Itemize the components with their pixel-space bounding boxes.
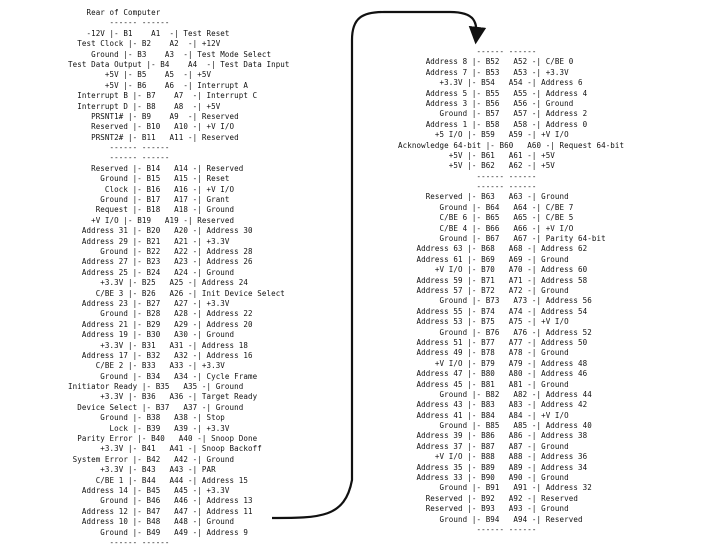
left-pinout-line: Ground |- B49 A49 -| Address 9 [68, 527, 248, 537]
right-pinout-line: +5 I/O |- B59 A59 -| +V I/O [398, 130, 569, 140]
left-pinout-line: Device Select |- B37 A37 -| Ground [68, 402, 244, 412]
left-pinout-line: System Error |- B42 A42 -| Ground [68, 454, 235, 464]
right-pinout-line: Ground |- B82 A82 -| Address 44 [398, 389, 592, 399]
right-pinout-line: Address 8 |- B52 A52 -| C/BE 0 [398, 57, 574, 67]
right-pinout-line: C/BE 6 |- B65 A65 -| C/BE 5 [398, 213, 574, 223]
right-pinout-line: Ground |- B64 A64 -| C/BE 7 [398, 202, 574, 212]
left-pinout-line: Ground |- B3 A3 -| Test Mode Select [68, 49, 272, 59]
left-pinout-line: Interrupt B |- B7 A7 -| Interrupt C [68, 91, 258, 101]
left-pinout-line: Address 25 |- B24 A24 -| Ground [68, 267, 235, 277]
left-pinout-line: -12V |- B1 A1 -| Test Reset [68, 28, 230, 38]
left-pinout-line: Test Data Output |- B4 A4 -| Test Data Input [68, 59, 290, 69]
left-pinout-line: Ground |- B22 A22 -| Address 28 [68, 246, 253, 256]
left-pinout-line: Rear of Computer [68, 8, 161, 17]
right-pinout-line: Reserved |- B93 A93 -| Ground [398, 504, 569, 514]
left-pinout-line: Initiator Ready |- B35 A35 -| Ground [68, 382, 244, 392]
right-pinout-line: Address 37 |- B87 A87 -| Ground [398, 441, 569, 451]
right-pinout-line: Address 7 |- B53 A53 -| +3.3V [398, 67, 569, 77]
left-pinout-line: Address 31 |- B20 A20 -| Address 30 [68, 226, 253, 236]
left-pinout-line: Address 29 |- B21 A21 -| +3.3V [68, 236, 230, 246]
right-pinout-line: Address 35 |- B89 A89 -| Address 34 [398, 462, 588, 472]
right-pinout-line: Address 53 |- B75 A75 -| +V I/O [398, 317, 569, 327]
right-pinout-line: ------ ------ [398, 182, 537, 192]
left-pinout-line: +5V |- B6 A6 -| Interrupt A [68, 80, 248, 90]
right-pinout-line: Ground |- B73 A73 -| Address 56 [398, 296, 592, 306]
right-pinout-line: Address 45 |- B81 A81 -| Ground [398, 379, 569, 389]
left-pinout-line: Test Clock |- B2 A2 -| +12V [68, 39, 221, 49]
left-pinout-line: +3.3V |- B36 A36 -| Target Ready [68, 392, 258, 402]
right-pinout-line: Ground |- B85 A85 -| Address 40 [398, 421, 592, 431]
left-pinout-line: Address 23 |- B27 A27 -| +3.3V [68, 298, 230, 308]
left-pinout-line: Address 10 |- B48 A48 -| Ground [68, 517, 235, 527]
right-pinout-line: +V I/O |- B88 A88 -| Address 36 [398, 452, 588, 462]
left-pinout-line: +3.3V |- B31 A31 -| Address 18 [68, 340, 248, 350]
left-pinout-line: ------ ------ [68, 537, 170, 547]
right-pinout-line: Address 43 |- B83 A83 -| Address 42 [398, 400, 588, 410]
right-pinout-line: Address 1 |- B58 A58 -| Address 0 [398, 119, 588, 129]
left-pinout-line: ------ ------ [68, 153, 170, 163]
right-pinout-line: Reserved |- B63 A63 -| Ground [398, 192, 569, 202]
left-pinout-line: Interrupt D |- B8 A8 -| +5V [68, 101, 221, 111]
left-pinout-line: PRSNT1# |- B9 A9 -| Reserved [68, 111, 239, 121]
right-pinout-line: ------ ------ [398, 524, 537, 534]
left-pinout-line: Ground |- B28 A28 -| Address 22 [68, 309, 253, 319]
right-pinout-line: Address 55 |- B74 A74 -| Address 54 [398, 306, 588, 316]
left-pinout-line: C/BE 2 |- B33 A33 -| +3.3V [68, 361, 225, 371]
right-pinout-line: +3.3V |- B54 A54 -| Address 6 [398, 78, 583, 88]
right-pinout-line: +V I/O |- B79 A79 -| Address 48 [398, 358, 588, 368]
left-pinout-line: +V I/O |- B19 A19 -| Reserved [68, 215, 235, 225]
right-pinout-line: Ground |- B91 A91 -| Address 32 [398, 483, 592, 493]
left-pinout-line: C/BE 3 |- B26 A26 -| Init Device Select [68, 288, 285, 298]
left-pinout-line: Address 21 |- B29 A29 -| Address 20 [68, 319, 253, 329]
right-pinout-line: +5V |- B62 A62 -| +5V [398, 161, 555, 171]
left-pinout-line: +3.3V |- B25 A25 -| Address 24 [68, 278, 248, 288]
left-pinout-line: Parity Error |- B40 A40 -| Snoop Done [68, 434, 258, 444]
right-pinout-line: Ground |- B94 A94 -| Reserved [398, 514, 583, 524]
left-pinout-line: Clock |- B16 A16 -| +V I/O [68, 184, 235, 194]
left-pinout-line: Reserved |- B14 A14 -| Reserved [68, 163, 244, 173]
right-pinout-line: Ground |- B67 A67 -| Parity 64-bit [398, 234, 606, 244]
right-pinout-line: ------ ------ [398, 47, 537, 56]
right-pinout-line: Address 47 |- B80 A80 -| Address 46 [398, 369, 588, 379]
left-pinout-line: Ground |- B34 A34 -| Cycle Frame [68, 371, 258, 381]
right-pinout-line: C/BE 4 |- B66 A66 -| +V I/O [398, 223, 574, 233]
left-pinout-line: ------ ------ [68, 18, 170, 28]
right-pinout-line: Ground |- B57 A57 -| Address 2 [398, 109, 588, 119]
left-pinout-line: Address 14 |- B45 A45 -| +3.3V [68, 485, 230, 495]
right-pinout-line: Address 33 |- B90 A90 -| Ground [398, 473, 569, 483]
left-pinout-line: PRSNT2# |- B11 A11 -| Reserved [68, 132, 239, 142]
left-pinout-line: C/BE 1 |- B44 A44 -| Address 15 [68, 475, 248, 485]
left-pinout-line: Address 12 |- B47 A47 -| Address 11 [68, 506, 253, 516]
right-pinout-line: Address 49 |- B78 A78 -| Ground [398, 348, 569, 358]
pinout-right-column [398, 47, 624, 535]
right-pinout-line: Address 39 |- B86 A86 -| Address 38 [398, 431, 588, 441]
right-pinout-line: Ground |- B76 A76 -| Address 52 [398, 327, 592, 337]
left-pinout-line: Address 19 |- B30 A30 -| Ground [68, 330, 235, 340]
left-pinout-line: ------ ------ [68, 143, 170, 153]
right-pinout-line: Address 41 |- B84 A84 -| +V I/O [398, 410, 569, 420]
left-pinout-line: Request |- B18 A18 -| Ground [68, 205, 235, 215]
right-pinout-line: Acknowledge 64-bit |- B60 A60 -| Request 64-bit [398, 140, 625, 150]
right-pinout-line: Address 3 |- B56 A56 -| Ground [398, 98, 574, 108]
right-pinout-line: Address 59 |- B71 A71 -| Address 58 [398, 275, 588, 285]
left-pinout-line: Lock |- B39 A39 -| +3.3V [68, 423, 230, 433]
left-pinout-line: Address 17 |- B32 A32 -| Address 16 [68, 350, 253, 360]
right-pinout-line: +V I/O |- B70 A70 -| Address 60 [398, 265, 588, 275]
left-pinout-line: +5V |- B5 A5 -| +5V [68, 70, 212, 80]
left-pinout-line: Ground |- B15 A15 -| Reset [68, 174, 230, 184]
right-pinout-line: Address 5 |- B55 A55 -| Address 4 [398, 88, 588, 98]
right-pinout-line: +5V |- B61 A61 -| +5V [398, 150, 555, 160]
pinout-left-column [68, 8, 290, 548]
right-pinout-line: Address 51 |- B77 A77 -| Address 50 [398, 337, 588, 347]
right-pinout-line: Address 61 |- B69 A69 -| Ground [398, 254, 569, 264]
left-pinout-line: Reserved |- B10 A10 -| +V I/O [68, 122, 235, 132]
right-pinout-line: Address 63 |- B68 A68 -| Address 62 [398, 244, 588, 254]
left-pinout-line: Ground |- B38 A38 -| Stop [68, 413, 225, 423]
left-pinout-line: Address 27 |- B23 A23 -| Address 26 [68, 257, 253, 267]
left-pinout-line: +3.3V |- B43 A43 -| PAR [68, 465, 216, 475]
right-pinout-line: ------ ------ [398, 171, 537, 181]
left-pinout-line: +3.3V |- B41 A41 -| Snoop Backoff [68, 444, 262, 454]
left-pinout-line: Ground |- B46 A46 -| Address 13 [68, 496, 253, 506]
right-pinout-line: Address 57 |- B72 A72 -| Ground [398, 285, 569, 295]
right-pinout-line: Reserved |- B92 A92 -| Reserved [398, 493, 578, 503]
left-pinout-line: Ground |- B17 A17 -| Grant [68, 195, 230, 205]
